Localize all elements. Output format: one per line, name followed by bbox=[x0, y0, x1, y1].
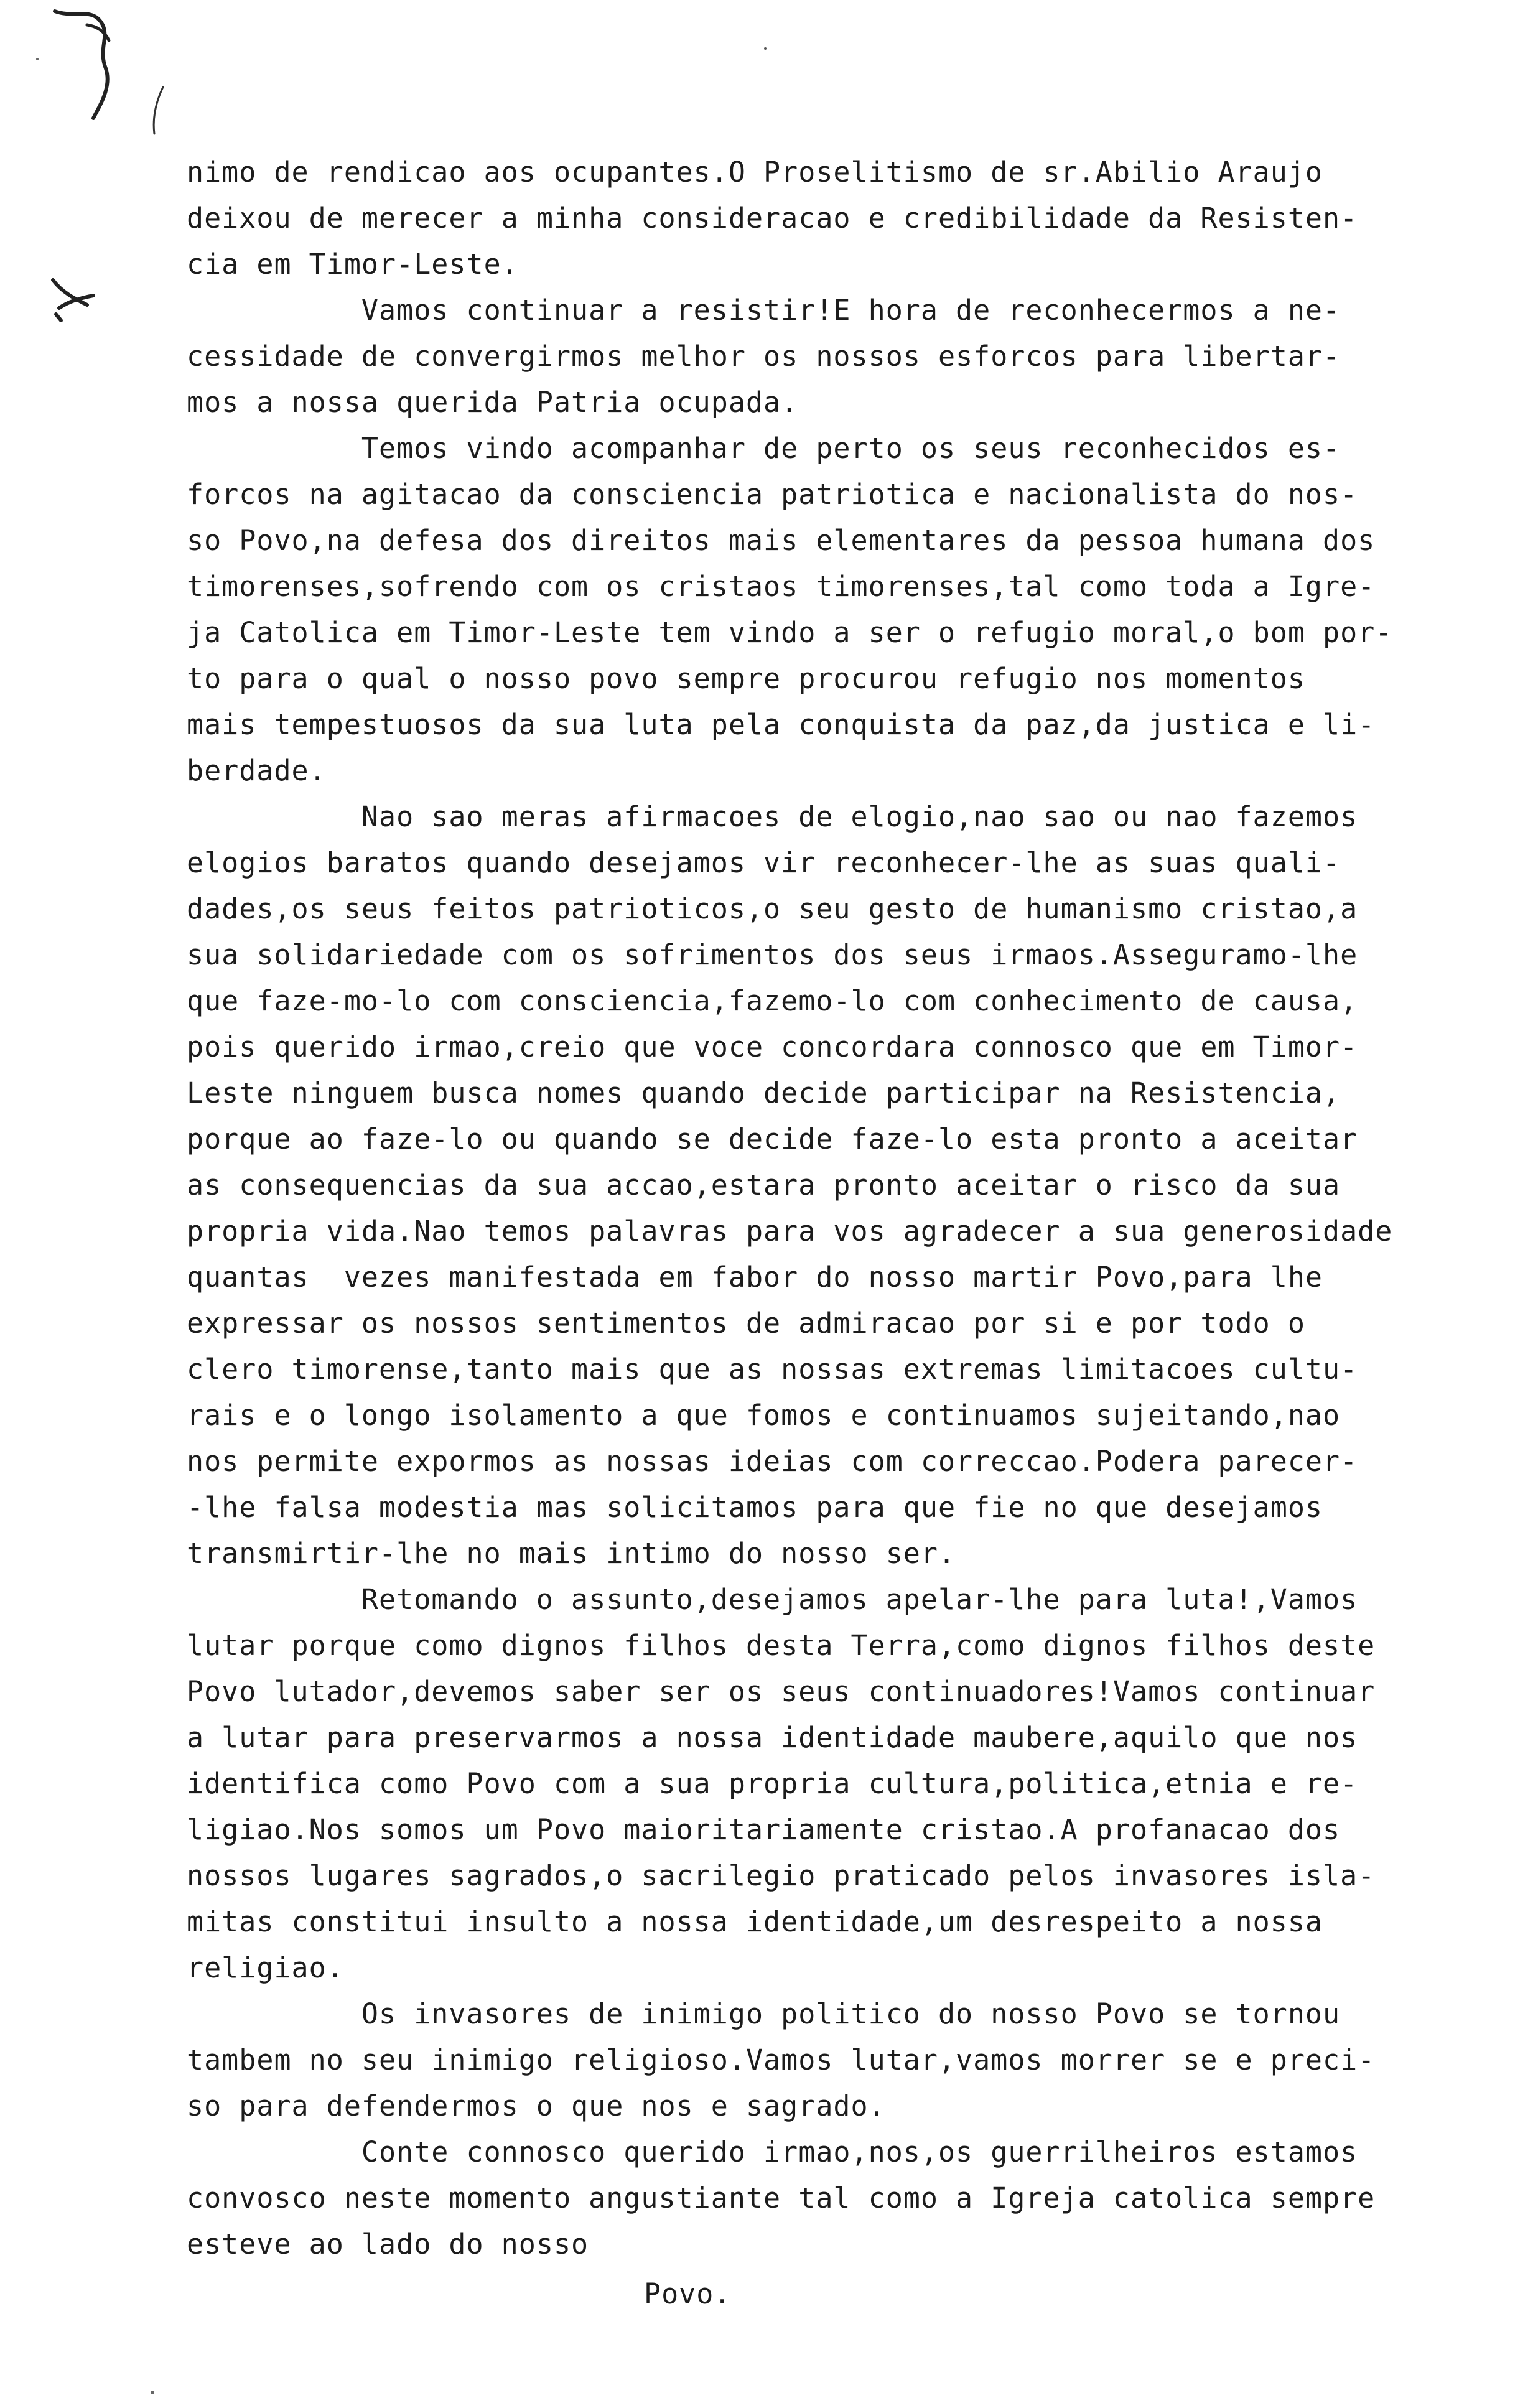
text-line: que faze-mo-lo com consciencia,fazemo-lo com conhecimento de causa, bbox=[187, 984, 1358, 1017]
text-line: transmirtir-lhe no mais intimo do nosso ser. bbox=[187, 1537, 956, 1570]
text-line: nossos lugares sagrados,o sacrilegio praticado pelos invasores isla- bbox=[187, 1859, 1376, 1892]
text-line: identifica como Povo com a sua propria cultura,politica,etnia e re- bbox=[187, 1767, 1358, 1800]
text-line: Povo lutador,devemos saber ser os seus continuadores!Vamos continuar bbox=[187, 1675, 1376, 1708]
text-line: propria vida.Nao temos palavras para vos agradecer a sua generosidade bbox=[187, 1215, 1393, 1248]
text-line: tambem no seu inimigo religioso.Vamos lutar,vamos morrer se e preci- bbox=[187, 2043, 1376, 2076]
text-line: berdade. bbox=[187, 754, 327, 787]
text-line: expressar os nossos sentimentos de admiracao por si e por todo o bbox=[187, 1307, 1305, 1340]
text-line: ligiao.Nos somos um Povo maioritariamente cristao.A profanacao dos bbox=[187, 1813, 1341, 1846]
trailing-word: Povo. bbox=[644, 2277, 732, 2310]
text-line: Conte connosco querido irmao,nos,os guerrilheiros estamos bbox=[187, 2135, 1358, 2168]
text-line: porque ao faze-lo ou quando se decide faze-lo esta pronto a aceitar bbox=[187, 1122, 1358, 1155]
text-line: Retomando o assunto,desejamos apelar-lhe para luta!,Vamos bbox=[187, 1583, 1358, 1616]
text-line: to para o qual o nosso povo sempre procurou refugio nos momentos bbox=[187, 662, 1305, 695]
text-line: Temos vindo acompanhar de perto os seus reconhecidos es- bbox=[187, 432, 1341, 465]
text-line: mos a nossa querida Patria ocupada. bbox=[187, 386, 799, 419]
text-line: timorenses,sofrendo com os cristaos timorenses,tal como toda a Igre- bbox=[187, 570, 1376, 603]
text-line: elogios baratos quando desejamos vir reconhecer-lhe as suas quali- bbox=[187, 846, 1341, 879]
text-line: deixou de merecer a minha consideracao e credibilidade da Resisten- bbox=[187, 202, 1358, 235]
text-line: ja Catolica em Timor-Leste tem vindo a ser o refugio moral,o bom por- bbox=[187, 616, 1393, 649]
text-line: Nao sao meras afirmacoes de elogio,nao sao ou nao fazemos bbox=[187, 800, 1358, 833]
text-line: a lutar para preservarmos a nossa identidade maubere,aquilo que nos bbox=[187, 1721, 1358, 1754]
text-line: convosco neste momento angustiante tal como a Igreja catolica sempre bbox=[187, 2182, 1376, 2214]
text-line: nos permite expormos as nossas ideias com correccao.Podera parecer- bbox=[187, 1445, 1358, 1478]
text-line: mais tempestuosos da sua luta pela conquista da paz,da justica e li- bbox=[187, 708, 1376, 741]
ink-speck bbox=[764, 47, 766, 50]
text-line: quantas vezes manifestada em fabor do nosso martir Povo,para lhe bbox=[187, 1261, 1323, 1294]
text-line: Leste ninguem busca nomes quando decide participar na Resistencia, bbox=[187, 1076, 1341, 1109]
text-line: esteve ao lado do nosso bbox=[187, 2228, 589, 2261]
text-line: clero timorense,tanto mais que as nossas extremas limitacoes cultu- bbox=[187, 1353, 1358, 1386]
ink-speck bbox=[36, 58, 39, 60]
ink-curve-top bbox=[154, 87, 163, 134]
text-line: pois querido irmao,creio que voce concordara connosco que em Timor- bbox=[187, 1030, 1358, 1063]
text-line: sua solidariedade com os sofrimentos dos seus irmaos.Asseguramo-lhe bbox=[187, 938, 1358, 971]
text-line: forcos na agitacao da consciencia patriotica e nacionalista do nos- bbox=[187, 478, 1358, 511]
text-line: Os invasores de inimigo politico do nosso Povo se tornou bbox=[187, 1997, 1341, 2030]
text-line: as consequencias da sua accao,estara pronto aceitar o risco da sua bbox=[187, 1169, 1341, 1202]
text-line: rais e o longo isolamento a que fomos e continuamos sujeitando,nao bbox=[187, 1399, 1341, 1432]
text-line: Vamos continuar a resistir!E hora de reconhecermos a ne- bbox=[187, 294, 1341, 327]
text-line: so para defendermos o que nos e sagrado. bbox=[187, 2089, 886, 2122]
text-line: cessidade de convergirmos melhor os nossos esforcos para libertar- bbox=[187, 340, 1341, 373]
text-line: mitas constitui insulto a nossa identidade,um desrespeito a nossa bbox=[187, 1905, 1323, 1938]
ink-scribble-top-left bbox=[55, 11, 108, 118]
ink-mark-left-margin bbox=[53, 280, 93, 320]
text-line: -lhe falsa modestia mas solicitamos para que fie no que desejamos bbox=[187, 1491, 1323, 1524]
ink-speck bbox=[151, 2391, 154, 2394]
text-line: religiao. bbox=[187, 1951, 344, 1984]
text-line: cia em Timor-Leste. bbox=[187, 248, 519, 281]
letter-body-text bbox=[187, 149, 1468, 2267]
text-line: so Povo,na defesa dos direitos mais elementares da pessoa humana dos bbox=[187, 524, 1376, 557]
text-line: nimo de rendicao aos ocupantes.O Proselitismo de sr.Abilio Araujo bbox=[187, 156, 1323, 189]
text-line: lutar porque como dignos filhos desta Terra,como dignos filhos deste bbox=[187, 1629, 1376, 1662]
text-line: dades,os seus feitos patrioticos,o seu gesto de humanismo cristao,a bbox=[187, 892, 1358, 925]
